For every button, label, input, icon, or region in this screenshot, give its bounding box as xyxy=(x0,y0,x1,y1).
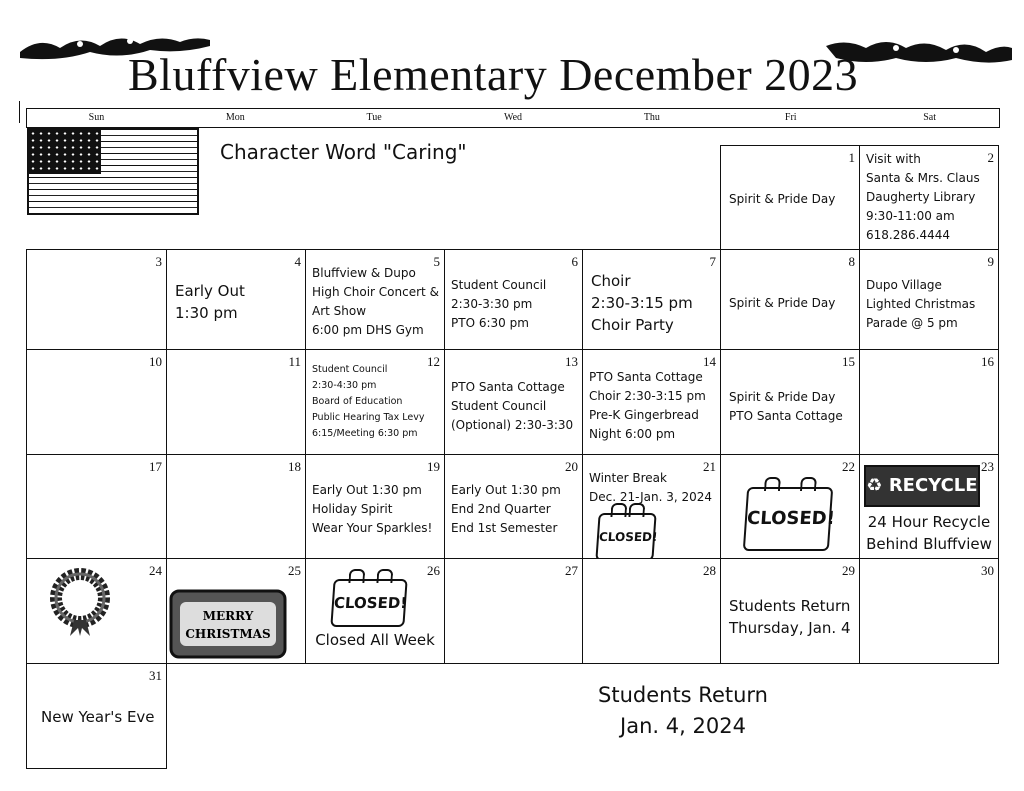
event-line: 618.286.4444 xyxy=(866,228,950,242)
event-line: 6:00 pm DHS Gym xyxy=(312,323,424,337)
event-line: (Optional) 2:30-3:30 xyxy=(451,418,574,432)
day-number: 30 xyxy=(981,563,994,578)
weekday-fri: Fri xyxy=(784,112,797,123)
day-number: 13 xyxy=(565,354,578,369)
event-line: PTO Santa Cottage xyxy=(451,380,565,394)
day-events xyxy=(729,388,843,426)
event-line: Santa & Mrs. Claus xyxy=(866,171,980,185)
day-cell-7 xyxy=(582,249,721,350)
day-number: 4 xyxy=(294,254,301,269)
day-number: 7 xyxy=(709,254,716,269)
event-line: Spirit & Pride Day xyxy=(729,390,836,404)
event-line: Dupo Village xyxy=(866,278,942,292)
event-line: Early Out 1:30 pm xyxy=(451,483,561,497)
day-number: 25 xyxy=(288,563,301,578)
day-cell-10 xyxy=(26,349,167,455)
day-number: 22 xyxy=(842,459,855,474)
day-number: 19 xyxy=(427,459,440,474)
event-line: 2:30-4:30 pm xyxy=(312,380,377,391)
day-events xyxy=(866,276,975,333)
event-line: Wear Your Sparkles! xyxy=(312,521,433,535)
day-events xyxy=(866,150,980,245)
event-line: PTO Santa Cottage xyxy=(729,409,843,423)
day-cell-21 xyxy=(582,454,721,559)
event-line: Bluffview & Dupo xyxy=(312,266,416,280)
event-line: Choir 2:30-3:15 pm xyxy=(589,389,706,403)
day-number: 15 xyxy=(842,354,855,369)
wreath-icon xyxy=(44,566,116,638)
day-number: 2 xyxy=(987,150,994,165)
weekday-mon: Mon xyxy=(225,112,245,123)
day-number: 16 xyxy=(981,354,994,369)
event-line: 24 Hour Recycle xyxy=(867,513,991,531)
day-number: 24 xyxy=(149,563,162,578)
event-line: 2:30-3:30 pm xyxy=(451,297,533,311)
american-flag-icon xyxy=(27,128,199,215)
day-cell-15 xyxy=(720,349,860,455)
event-line: Parade @ 5 pm xyxy=(866,316,958,330)
day-cell-4 xyxy=(166,249,306,350)
event-line: Choir xyxy=(591,272,631,290)
recycle-sign-icon: ♻ RECYCLE xyxy=(864,465,980,507)
footer-line-1: Students Return xyxy=(598,683,768,707)
day-number: 3 xyxy=(155,254,162,269)
event-line: Closed All Week xyxy=(315,631,435,649)
day-cell-22 xyxy=(720,454,860,559)
day-cell-8 xyxy=(720,249,860,350)
day-events xyxy=(312,264,439,340)
day-number: 6 xyxy=(571,254,578,269)
day-number: 8 xyxy=(848,254,855,269)
day-cell-27 xyxy=(444,558,583,664)
day-events xyxy=(451,276,546,333)
day-number: 20 xyxy=(565,459,578,474)
day-cell-17 xyxy=(26,454,167,559)
day-number: 14 xyxy=(703,354,716,369)
day-cell-18 xyxy=(166,454,306,559)
footer-note xyxy=(520,680,846,742)
event-line: Pre-K Gingerbread xyxy=(589,408,699,422)
event-line: Visit with xyxy=(866,152,921,166)
weekday-thu: Thu xyxy=(643,112,660,123)
day-number: 12 xyxy=(427,354,440,369)
event-line: Art Show xyxy=(312,304,367,318)
day-cell-29 xyxy=(720,558,860,664)
event-line: Public Hearing Tax Levy xyxy=(312,412,425,423)
event-line: Student Council xyxy=(451,278,547,292)
event-line: Spirit & Pride Day xyxy=(729,192,836,206)
day-number: 9 xyxy=(987,254,994,269)
event-line: End 1st Semester xyxy=(451,521,558,535)
closed-sign-icon: CLOSED! xyxy=(330,579,407,627)
event-line: Holiday Spirit xyxy=(312,502,393,516)
day-number: 18 xyxy=(288,459,301,474)
day-cell-3 xyxy=(26,249,167,350)
closed-sign-icon: CLOSED! xyxy=(743,487,833,551)
weekday-header xyxy=(26,108,1000,128)
day-number: 1 xyxy=(848,150,855,165)
event-line: 2:30-3:15 pm xyxy=(591,294,693,312)
day-cell-11 xyxy=(166,349,306,455)
weekday-sun: Sun xyxy=(88,112,105,123)
xmas-text-1: MERRY xyxy=(202,609,254,623)
day-events xyxy=(591,270,693,336)
event-line: End 2nd Quarter xyxy=(451,502,551,516)
day-cell-23 xyxy=(859,454,999,559)
event-line: Thursday, Jan. 4 xyxy=(729,619,851,637)
merry-christmas-icon xyxy=(168,588,288,660)
weekday-wed: Wed xyxy=(503,112,523,123)
event-line: High Choir Concert & xyxy=(312,285,439,299)
day-cell-20 xyxy=(444,454,583,559)
day-events xyxy=(312,481,432,538)
day-cell-30 xyxy=(859,558,999,664)
day-cell-14 xyxy=(582,349,721,455)
day-number: 31 xyxy=(149,668,162,683)
day-number: 21 xyxy=(703,459,716,474)
weekday-sat: Sat xyxy=(923,112,936,123)
day-number: 5 xyxy=(433,254,440,269)
xmas-text-2: CHRISTMAS xyxy=(185,627,271,641)
event-line: Winter Break xyxy=(589,471,667,485)
event-line: 1:30 pm xyxy=(175,304,238,322)
footer-line-2: Jan. 4, 2024 xyxy=(620,714,746,738)
day-cell-1 xyxy=(720,145,860,250)
event-line: Early Out xyxy=(175,282,245,300)
day-cell-28 xyxy=(582,558,721,664)
day-events xyxy=(589,368,706,444)
day-events xyxy=(451,481,561,538)
day-number: 10 xyxy=(149,354,162,369)
day-events xyxy=(860,511,998,555)
day-number: 23 xyxy=(981,459,994,474)
event-line: Student Council xyxy=(451,399,547,413)
day-events xyxy=(306,629,444,651)
day-cell-12 xyxy=(305,349,445,455)
day-cell-26 xyxy=(305,558,445,664)
day-cell-13 xyxy=(444,349,583,455)
day-events xyxy=(41,706,155,728)
day-cell-6 xyxy=(444,249,583,350)
day-events xyxy=(729,595,851,639)
day-events xyxy=(312,362,424,442)
event-line: Student Council xyxy=(312,364,388,375)
event-line: 9:30-11:00 am xyxy=(866,209,955,223)
day-number: 27 xyxy=(565,563,578,578)
event-line: Spirit & Pride Day xyxy=(729,296,836,310)
day-number: 11 xyxy=(288,354,301,369)
event-line: New Year's Eve xyxy=(41,708,155,726)
day-events xyxy=(451,378,573,435)
day-number: 28 xyxy=(703,563,716,578)
event-line: PTO Santa Cottage xyxy=(589,370,703,384)
day-cell-5 xyxy=(305,249,445,350)
event-line: Dec. 21-Jan. 3, 2024 xyxy=(589,490,713,504)
event-line: Students Return xyxy=(729,597,851,615)
day-cell-9 xyxy=(859,249,999,350)
event-line: Choir Party xyxy=(591,316,674,334)
event-line: Lighted Christmas xyxy=(866,297,976,311)
character-word: Character Word "Caring" xyxy=(220,140,467,164)
day-cell-19 xyxy=(305,454,445,559)
day-events xyxy=(729,190,835,209)
event-line: Daugherty Library xyxy=(866,190,976,204)
event-line: 6:15/Meeting 6:30 pm xyxy=(312,428,418,439)
calendar-title: Bluffview Elementary December 2023 xyxy=(128,49,859,100)
day-cell-16 xyxy=(859,349,999,455)
event-line: Board of Education xyxy=(312,396,403,407)
day-cell-2 xyxy=(859,145,999,250)
event-line: PTO 6:30 pm xyxy=(451,316,529,330)
event-line: Night 6:00 pm xyxy=(589,427,676,441)
day-events xyxy=(729,294,835,313)
margin-mark xyxy=(19,101,20,123)
day-events xyxy=(589,469,712,507)
day-number: 26 xyxy=(427,563,440,578)
day-number: 29 xyxy=(842,563,855,578)
day-cell-31 xyxy=(26,663,167,769)
day-events xyxy=(175,280,245,324)
day-number: 17 xyxy=(149,459,162,474)
closed-sign-icon: CLOSED! xyxy=(595,513,656,561)
event-line: Behind Bluffview xyxy=(866,535,992,553)
event-line: Early Out 1:30 pm xyxy=(312,483,422,497)
weekday-tue: Tue xyxy=(366,112,382,123)
